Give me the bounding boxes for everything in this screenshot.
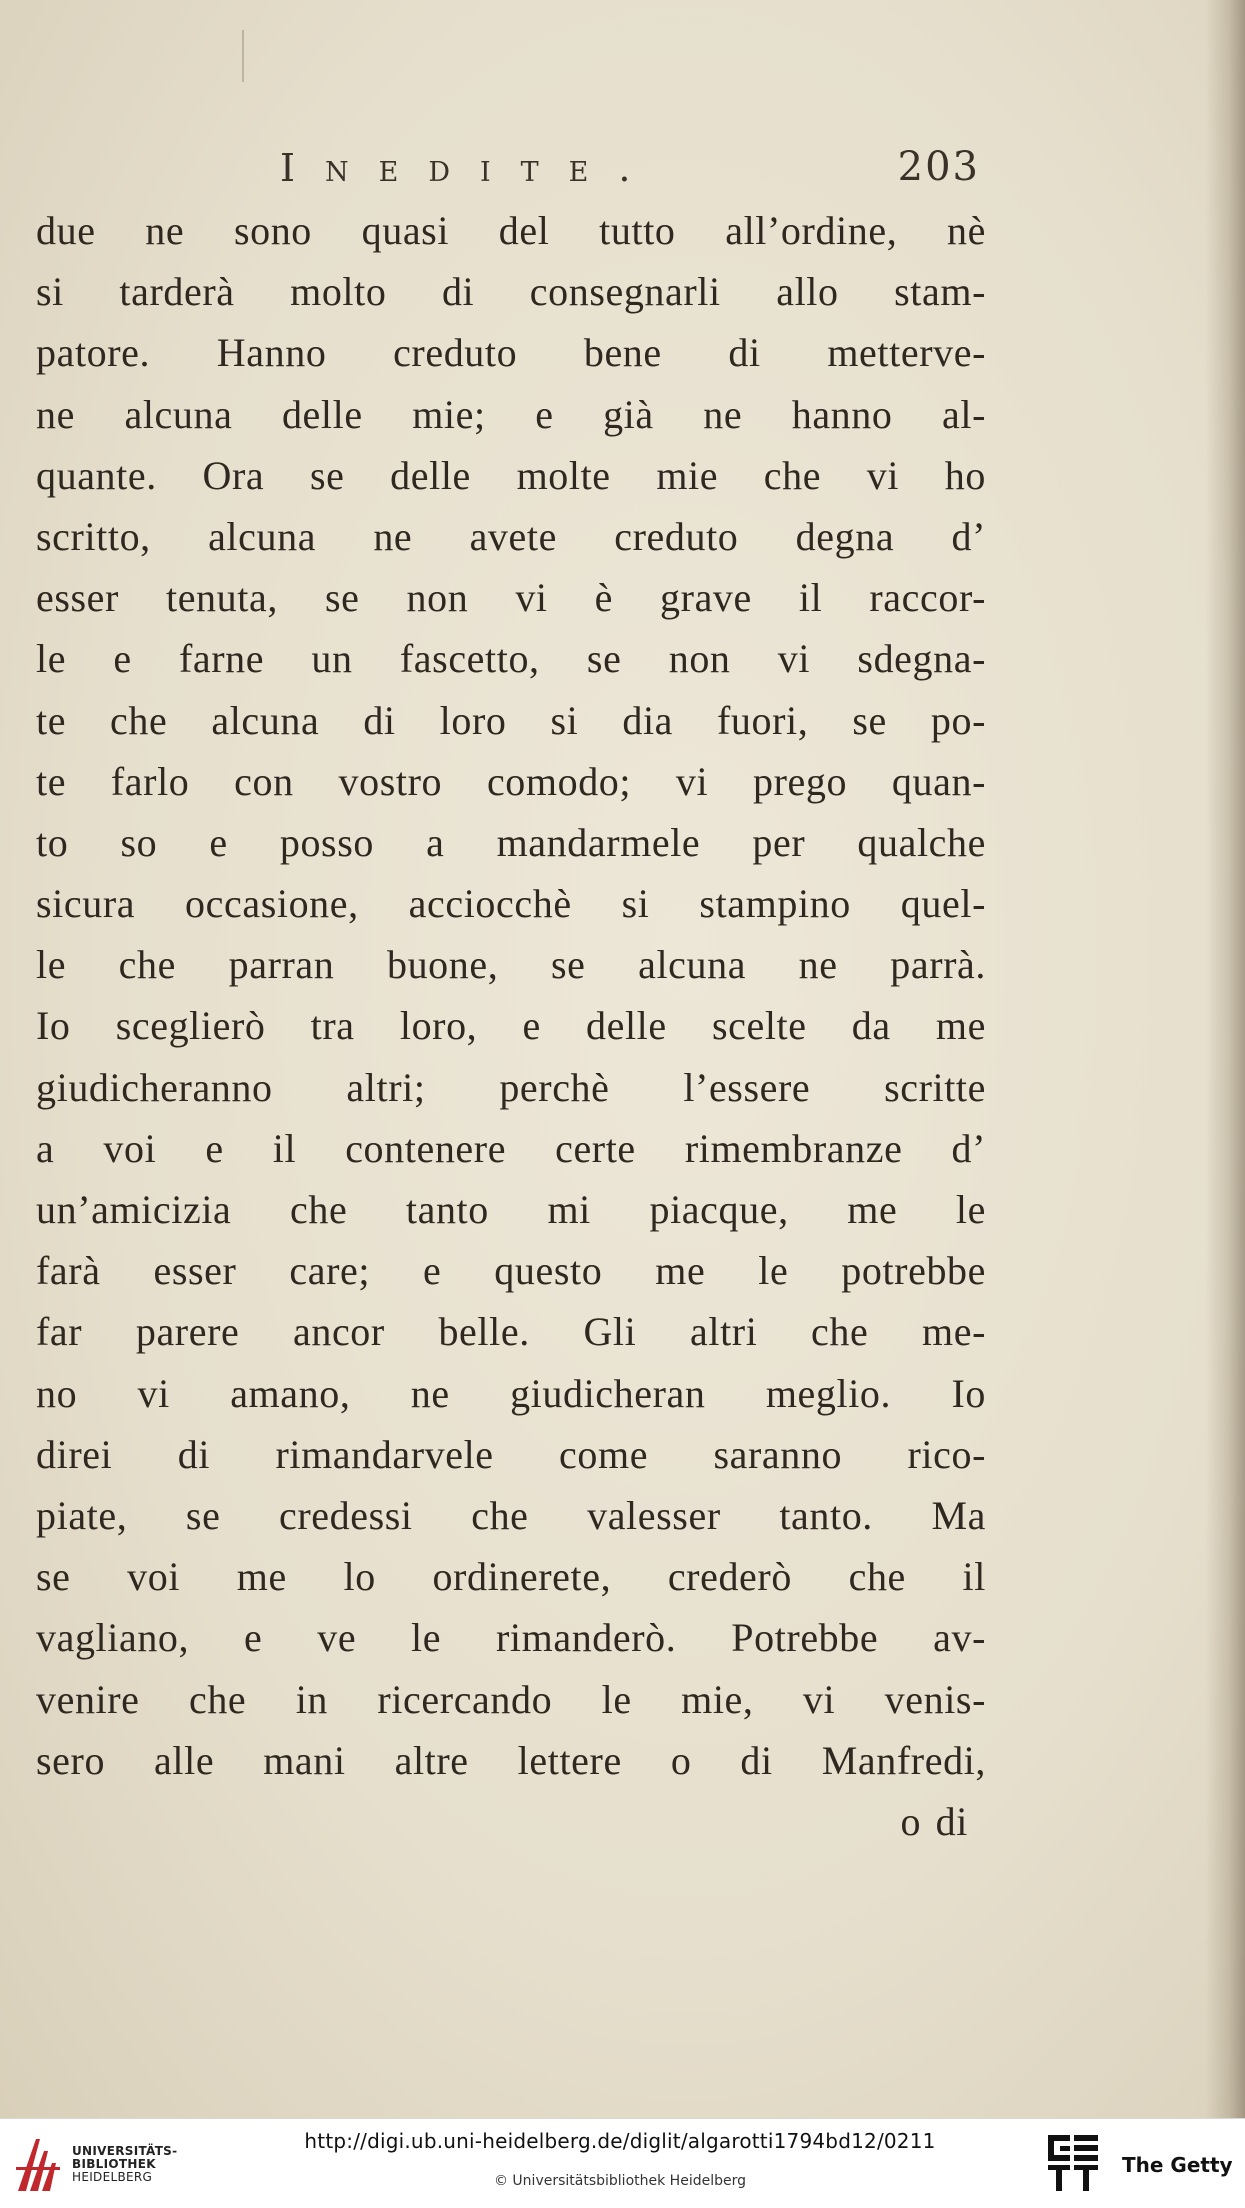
text-line: esser tenuta, se non vi è grave il raccor- [36, 575, 986, 621]
partner-name: The Getty [1122, 2153, 1233, 2177]
text-line: le che parran buone, se alcuna ne parrà. [36, 942, 986, 988]
text-line: giudicheranno altri; perchè l’essere scritte [36, 1064, 986, 1110]
getty-logo-icon [1046, 2133, 1102, 2195]
running-head: Inedite. [280, 146, 661, 190]
text-line: le e farne un fascetto, se non vi sdegna- [36, 636, 986, 682]
text-line: ne alcuna delle mie; e già ne hanno al- [36, 391, 986, 437]
text-line: te farlo con vostro comodo; vi prego quan- [36, 758, 986, 804]
getty-logo[interactable] [1046, 2133, 1236, 2195]
library-logo-icon [14, 2133, 64, 2195]
text-line: si tarderà molto di consegnarli allo stam- [36, 269, 986, 315]
copyright-notice: © Universitätsbibliothek Heidelberg [493, 2173, 746, 2189]
paper-mark [242, 30, 244, 82]
library-name-line: BIBLIOTHEK [72, 2157, 156, 2171]
text-line: far parere ancor belle. Gli altri che me- [36, 1309, 986, 1355]
page-header [280, 140, 980, 200]
library-name-line: UNIVERSITÄTS- [72, 2144, 178, 2158]
text-line: un’amicizia che tanto mi piacque, me le [36, 1187, 986, 1232]
text-line: quante. Ora se delle molte mie che vi ho [36, 452, 986, 498]
text-line: to so e posso a mandarmele per qualche [36, 819, 986, 865]
text-line: venire che in ricercando le mie, vi venis- [36, 1676, 986, 1722]
viewer-footer [0, 2118, 1245, 2208]
text-line: due ne sono quasi del tutto all’ordine, nè [36, 208, 986, 253]
library-name [72, 2145, 177, 2184]
body-text [36, 200, 986, 1852]
text-line: direi di rimandarvele come saranno rico- [36, 1431, 986, 1477]
text-line: scritto, alcuna ne avete creduto degna d’ [36, 513, 986, 559]
text-line: a voi e il contenere certe rimembranze d’ [36, 1125, 986, 1171]
text-line: farà esser care; e questo me le potrebbe [36, 1248, 986, 1294]
text-line: sicura occasione, acciocchè si stampino quel- [36, 881, 986, 927]
permalink-url[interactable]: http://digi.ub.uni-heidelberg.de/diglit/algarotti1794bd12/0211 [304, 2129, 936, 2153]
text-line: no vi amano, ne giudicheran meglio. Io [36, 1370, 986, 1416]
text-line: patore. Hanno creduto bene di metterve- [36, 330, 986, 376]
page-number: 203 [897, 144, 980, 190]
gutter-shadow [1205, 0, 1245, 2118]
library-logo[interactable] [14, 2133, 234, 2195]
text-line: Io sceglierò tra loro, e delle scelte da me [36, 1003, 986, 1049]
text-line: sero alle mani altre lettere o di Manfredi, [36, 1737, 986, 1783]
text-line: vagliano, e ve le rimanderò. Potrebbe av- [36, 1615, 986, 1661]
catchword: o di [900, 1798, 968, 1844]
text-line: piate, se credessi che valesser tanto. Ma [36, 1492, 986, 1538]
text-line: se voi me lo ordinerete, crederò che il [36, 1554, 986, 1600]
text-line: te che alcuna di loro si dia fuori, se po- [36, 697, 986, 743]
library-name-line: HEIDELBERG [72, 2170, 153, 2184]
